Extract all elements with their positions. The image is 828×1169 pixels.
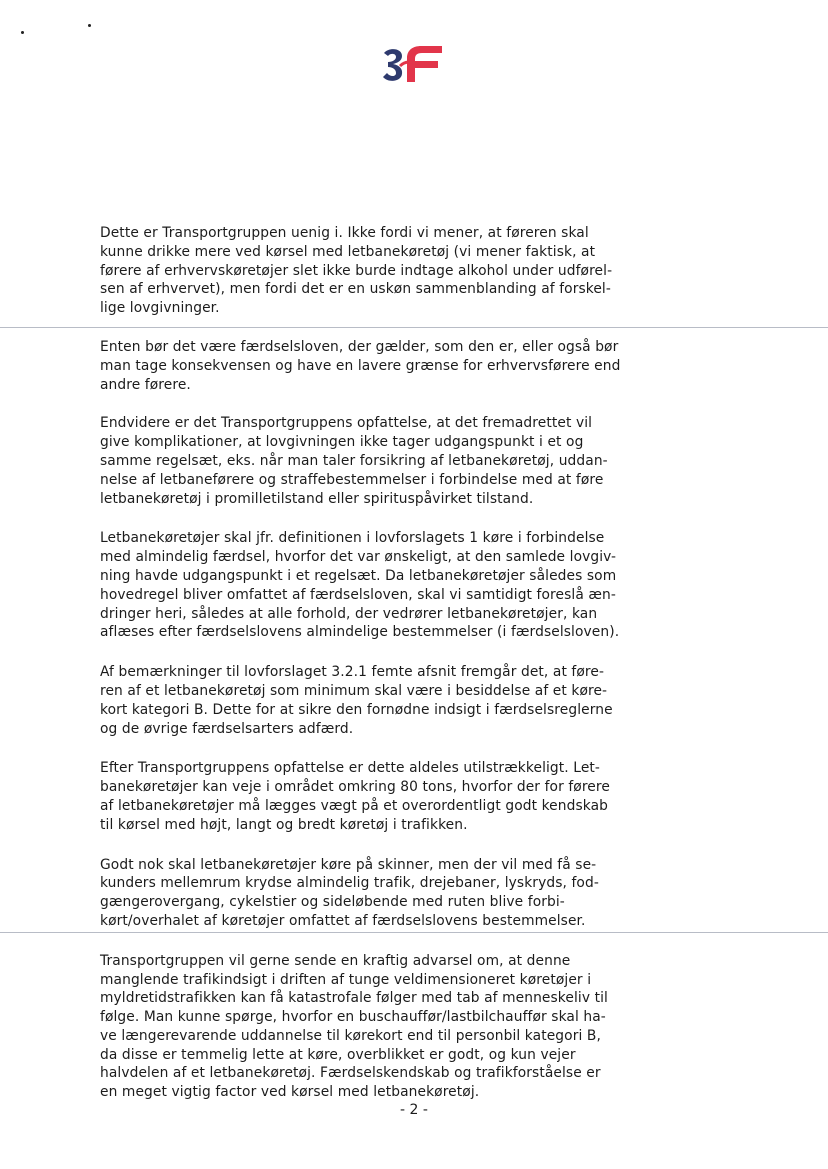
paragraph: Enten bør det være færdselsloven, der gælder, som den er, eller også bør man tage konsekvensen og have en lavere grænse for erhvervsførere end andre førere. xyxy=(100,338,621,393)
paragraph: Af bemærkninger til lovforslaget 3.2.1 femte afsnit fremgår det, at føre- ren af et letbanekøretøj som minimum skal være i besiddelse af et køre- kort kategori B. Dette for at sikre den fornødne indsigt i færdselsreglerne og de øvrige færdselsarters adfærd. xyxy=(100,664,613,737)
paragraph: Letbanekøretøjer skal jfr. definitionen i lovforslagets 1 køre i forbindelse med almindelig færdsel, hvorfor det var ønskeligt, at den samlede lovgiv- ning havde udgangspunkt i et regelsæt. Da letbanekøretøjer således som hovedregel bliver omfattet af færdselsloven, skal vi samtidigt foreslå æn- dringer heri, således at alle forhold, der vedrører letbanekøretøjer, kan aflæses efter færdselslovens almindelige bestemmelser (i færdselsloven). xyxy=(100,530,620,641)
scan-speck xyxy=(21,31,24,34)
page-number: - 2 - xyxy=(400,1102,428,1118)
paragraph: Godt nok skal letbanekøretøjer køre på skinner, men der vil med få se- kunders mellemrum krydse almindelig trafik, drejebaner, lyskryds, fod- gængerovergang, cykelstier og sideløbende med ruten blive forbi- kørt/overhalet af køretøjer omfattet af færdselslovens bestemmelser. xyxy=(100,856,599,929)
3f-logo xyxy=(380,44,450,84)
paragraph: Endvidere er det Transportgruppens opfattelse, at det fremadrettet vil give komplikationer, at lovgivningen ikke tager udgangspunkt i et og samme regelsæt, eks. når man taler forsikring af letbanekøretøj, uddan- nelse af letbaneførere og straffebestemmelser i forbindelse med at føre letbanekøretøj i promilletilstand eller spirituspåvirket tilstand. xyxy=(100,415,608,507)
scan-speck xyxy=(88,24,91,27)
paragraph: Transportgruppen vil gerne sende en kraftig advarsel om, at denne manglende trafikindsigt i driften af tunge veldimensioneret køretøjer i myldretidstrafikken kan få katastrofale følger med tab af menneskeliv til følge. Man kunne spørge, hvorfor en buschauffør/lastbilchauffør skal ha- ve længerevarende uddannelse til kørekort end til personbil kategori B, da disse er temmelig lette at køre, overblikket er godt, og kun vejer halvdelen af et letbanekøretøj. Færdselskendskab og trafikforståelse er en meget vigtig factor ved kørsel med letbanekøretøj. xyxy=(100,952,608,1101)
paragraph: Efter Transportgruppens opfattelse er dette aldeles utilstrækkeligt. Let- banekøretøjer kan veje i området omkring 80 tons, hvorfor der for førere af letbanekøretøjer må lægges vægt på et overordentligt godt kendskab til kørsel med højt, langt og bredt køretøj i trafikken. xyxy=(100,760,610,833)
paragraph: Dette er Transportgruppen uenig i. Ikke fordi vi mener, at føreren skal kunne drikke mere ved kørsel med letbanekøretøj (vi mener faktisk, at førere af erhvervskøretøjer slet ikke burde indtage alkohol under udførel- sen af erhvervet), men fordi det er en uskøn sammenblanding af forskel- lige lovgivninger. xyxy=(100,225,613,317)
letter-body xyxy=(100,224,640,1102)
